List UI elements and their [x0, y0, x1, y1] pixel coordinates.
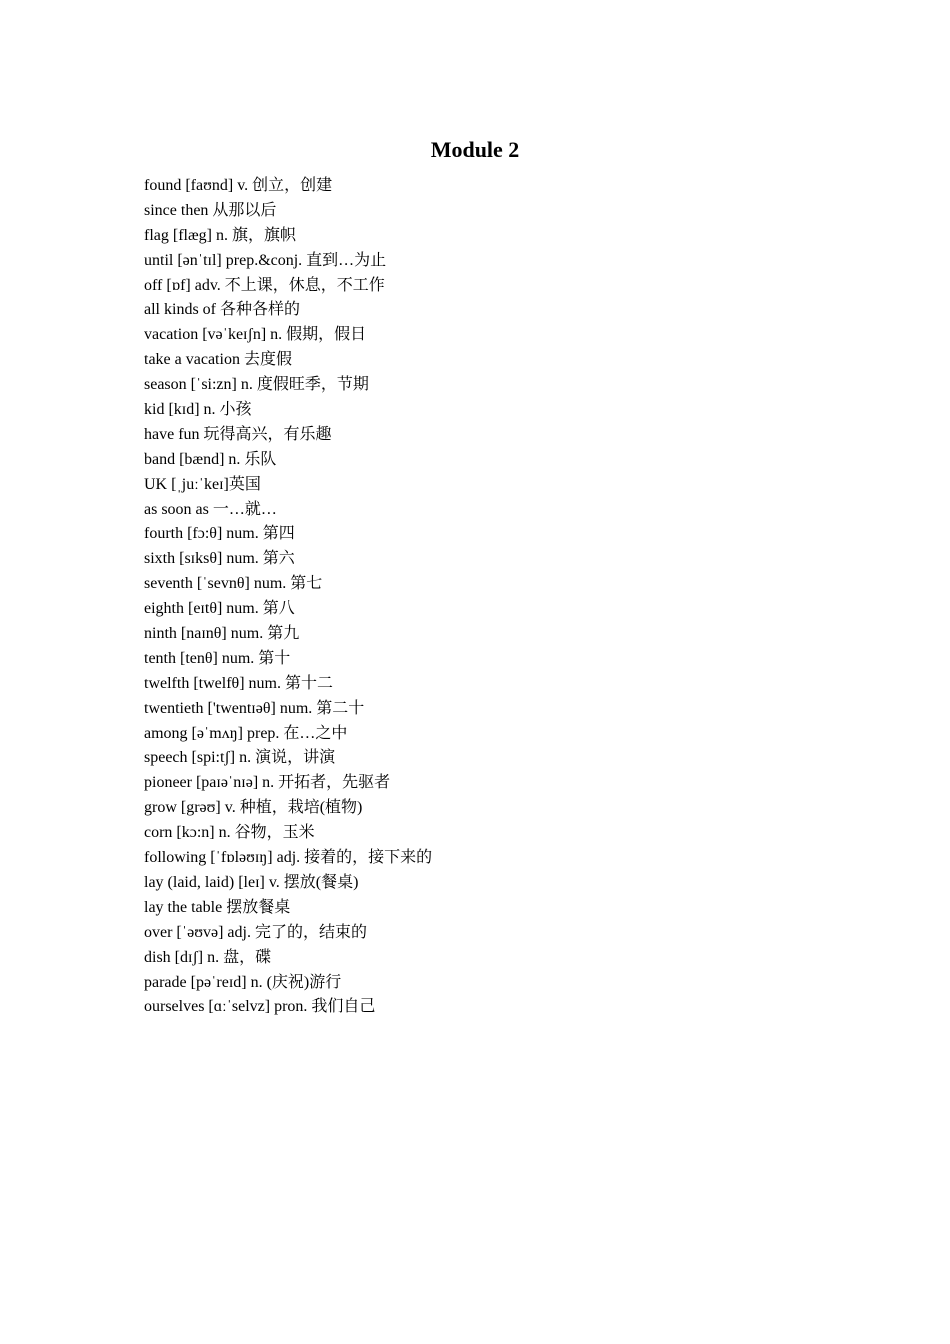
vocab-entry: pioneer [paɪəˈnɪə] n. 开拓者，先驱者 — [144, 774, 391, 792]
page-title: Module 2 — [430, 137, 520, 162]
vocabulary-list — [144, 174, 432, 1020]
vocab-entry: vacation [vəˈkeɪʃn] n. 假期，假日 — [144, 326, 367, 344]
vocab-entry: speech [spi:tʃ] n. 演说，讲演 — [144, 749, 336, 767]
vocab-entry: eighth [eɪtθ] num. 第八 — [144, 600, 295, 618]
vocab-entry: kid [kɪd] n. 小孩 — [144, 401, 252, 419]
vocab-entry: until [ənˈtɪl] prep.&conj. 直到…为止 — [144, 251, 387, 269]
vocab-entry: among [əˈmʌŋ] prep. 在…之中 — [144, 724, 348, 742]
vocab-entry: tenth [tenθ] num. 第十 — [144, 649, 291, 667]
vocab-entry: flag [flæg] n. 旗，旗帜 — [144, 226, 296, 244]
vocab-entry: parade [pəˈreɪd] n. (庆祝)游行 — [144, 973, 342, 991]
vocab-entry: over [ˈəʊvə] adj. 完了的，结束的 — [144, 923, 367, 941]
vocab-entry: dish [dɪʃ] n. 盘，碟 — [144, 948, 272, 966]
vocab-entry: fourth [fɔ:θ] num. 第四 — [144, 525, 295, 543]
vocab-entry: season [ˈsi:zn] n. 度假旺季，节期 — [144, 376, 369, 394]
vocab-entry: ourselves [ɑːˈselvz] pron. 我们自己 — [144, 998, 376, 1016]
vocab-entry: band [bænd] n. 乐队 — [144, 450, 277, 468]
vocab-entry: UK [ˌjuːˈkeɪ]英国 — [144, 475, 261, 493]
vocab-entry: take a vacation 去度假 — [144, 351, 292, 369]
vocab-entry: ninth [naɪnθ] num. 第九 — [144, 625, 300, 643]
vocab-entry: following [ˈfɒləʊɪŋ] adj. 接着的，接下来的 — [144, 849, 433, 867]
vocab-entry: all kinds of 各种各样的 — [144, 301, 300, 319]
vocab-entry: seventh [ˈsevnθ] num. 第七 — [144, 575, 323, 593]
vocab-entry: lay the table 摆放餐桌 — [144, 898, 291, 916]
vocab-entry: off [ɒf] adv. 不上课，休息，不工作 — [144, 276, 385, 294]
vocab-entry: lay (laid, laid) [leɪ] v. 摆放(餐桌) — [144, 873, 359, 891]
vocab-entry: have fun 玩得高兴，有乐趣 — [144, 425, 332, 443]
vocab-entry: twelfth [twelfθ] num. 第十二 — [144, 674, 333, 692]
vocab-entry: corn [kɔ:n] n. 谷物，玉米 — [144, 824, 315, 842]
vocab-entry: sixth [sɪksθ] num. 第六 — [144, 550, 295, 568]
vocab-entry: as soon as 一…就… — [144, 500, 277, 518]
vocab-entry: since then 从那以后 — [144, 201, 277, 219]
vocab-entry: found [faʊnd] v. 创立，创建 — [144, 177, 333, 194]
vocab-entry: grow [grəʊ] v. 种植，栽培(植物) — [144, 799, 363, 817]
vocab-entry: twentieth ['twentɪəθ] num. 第二十 — [144, 699, 365, 717]
